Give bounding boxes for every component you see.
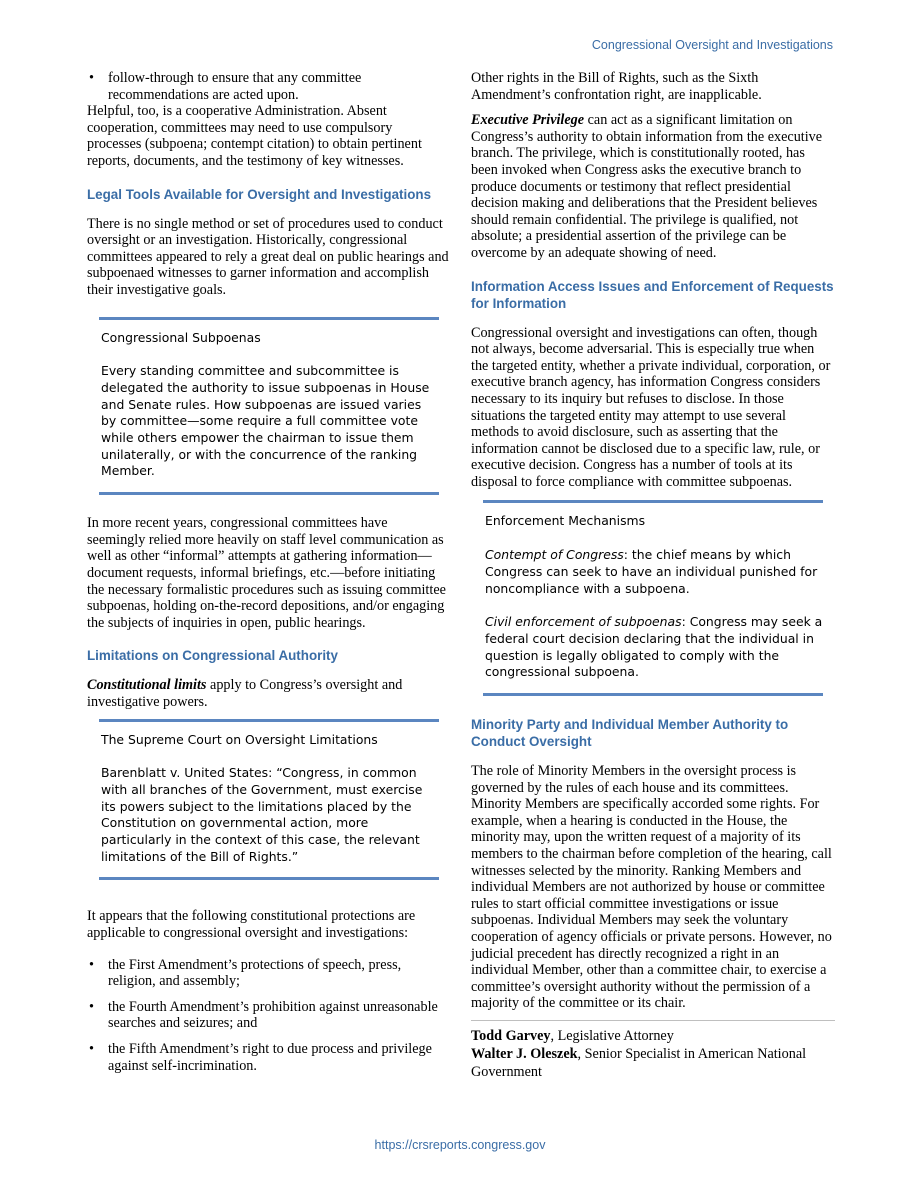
- left-column: [87, 70, 449, 1083]
- paragraph-recent-years: In more recent years, congressional committees have seemingly relied more heavily on staff level communication as well as other “informal” attempts at gathering information—document requests, informal briefings, etc.—before initiating the necessary formalistic procedures such as issuing committee subpoenas, holding on-the-record depositions, and/or engaging the subjects of inquiries in open, public hearings.: [87, 515, 446, 631]
- author-line: [471, 1045, 835, 1081]
- list-item: • follow-through to ensure that any committee recommendations are acted upon.: [87, 70, 449, 103]
- paragraph-minority-members: The role of Minority Members in the oversight process is governed by the rules of each house and its committees. Minority Members are specifically accorded some rights. For example, when a hearing is conducted in the House, the minority may, upon the written request of a majority of its members to the chairman before completion of the hearing, call witnesses selected by the minority. Ranking Members and individual Members are not authorized by house or committee rules to start official committee investigations or issue subpoenas. Individual Members may seek the voluntary cooperation of agency officials or private persons. However, no judicial precedent has directly recognized a right in an individual Member, other than a committee chair, to exercise a committee’s oversight authority without the permission of a majority of the committee or its chair.: [471, 763, 832, 1012]
- sidebar-title: Congressional Subpoenas: [101, 329, 261, 345]
- list-item: • the Fifth Amendment’s right to due process and privilege against self-incrimination.: [87, 1041, 449, 1074]
- recommendations-list: [87, 70, 449, 103]
- term-contempt: Contempt of Congress: [485, 547, 624, 563]
- term-executive-privilege: Executive Privilege: [471, 112, 585, 129]
- author-line: [471, 1027, 835, 1045]
- author-title: , Senior Specialist in American National Government: [471, 1046, 807, 1080]
- contempt-text: : the chief means by which Congress can seek to have an individual punished for noncompliance with a subpoena.: [485, 547, 818, 596]
- civil-enforcement-text: : Congress may seek a federal court decision declaring that the individual in question is legally obligated to comply with the congressional subpoena.: [485, 614, 823, 680]
- paragraph-protections-intro: It appears that the following constitutional protections are applicable to congressional oversight and investigations:: [87, 908, 416, 942]
- sidebar-title: The Supreme Court on Oversight Limitations: [101, 731, 378, 747]
- heading-minority-party: Minority Party and Individual Member Authority to Conduct Oversight: [471, 717, 789, 750]
- constitutional-limits-text: apply to Congress’s oversight and investigative powers.: [87, 677, 403, 710]
- heading-information-access: Information Access Issues and Enforcement of Requests for Information: [471, 278, 834, 311]
- list-item: • the First Amendment’s protections of speech, press, religion, and assembly;: [87, 957, 449, 990]
- sidebar-title: Enforcement Mechanisms: [485, 513, 646, 529]
- executive-privilege-text: can act as a significant limitation on Congress’s authority to obtain information from the executive branch. The privilege, which is constitutionally rooted, has been invoked when Congress asks the executive branch to produce documents or testimony that reflect presidential decision making and deliberations that the President believes should remain confidential. The privilege is qualified, not absolute; a presidential assertion of the privilege can be overcome by an adequate showing of need.: [471, 112, 823, 261]
- heading-legal-tools: Legal Tools Available for Oversight and Investigations: [87, 186, 432, 202]
- author-title: , Legislative Attorney: [550, 1028, 674, 1044]
- enforcement-item-civil: [485, 614, 823, 681]
- sidebar-enforcement-mechanisms: [483, 500, 823, 696]
- author-name: Walter J. Oleszek: [471, 1046, 578, 1062]
- term-civil-enforcement: Civil enforcement of subpoenas: [485, 614, 682, 630]
- sidebar-body: Barenblatt v. United States: “Congress, in common with all branches of the Government, must exercise its powers subject to the limitations placed by the Constitution on governmental action, more particularly in the context of this case, the relevant limitations of the Bill of Rights.”: [101, 765, 423, 864]
- paragraph-other-rights: Other rights in the Bill of Rights, such as the Sixth Amendment’s confrontation right, are inapplicable.: [471, 70, 762, 103]
- enforcement-item-contempt: [485, 547, 823, 597]
- paragraph-no-single-method: There is no single method or set of procedures used to conduct oversight or an investigation. Historically, congressional committees appeared to rely a great deal on public hearings and subpoenaed witnesses to garner information and accomplish their investigative goals.: [87, 215, 449, 298]
- paragraph-adversarial: Congressional oversight and investigations can often, though not always, become adversarial. This is especially true when the targeted entity, whether a private individual, corporation, or executive branch agency, has information Congress considers necessary to its inquiry but refuses to disclose. In those situations the targeted entity may attempt to use several methods to avoid disclosure, such as asserting that the information cannot be disclosed due to a specific law, rule, or executive decision. Congress has a number of tools at its disposal to force compliance with committee subpoenas.: [471, 324, 831, 490]
- paragraph-cooperative-administration: Helpful, too, is a cooperative Administration. Absent cooperation, committees may need to use compulsory processes (subpoena; contempt citation) to obtain pertinent reports, documents, and the testimony of key witnesses.: [87, 103, 422, 169]
- paragraph-constitutional-limits: [87, 677, 449, 710]
- running-header: Congressional Oversight and Investigations: [591, 38, 833, 52]
- author-divider: [471, 1020, 835, 1021]
- author-name: Todd Garvey: [471, 1028, 551, 1044]
- term-constitutional-limits: Constitutional limits: [87, 677, 207, 694]
- list-item: • the Fourth Amendment’s prohibition against unreasonable searches and seizures; and: [87, 999, 449, 1032]
- footer-url: https://crsreports.congress.gov: [374, 1138, 546, 1152]
- protections-list: [87, 957, 449, 1075]
- paragraph-executive-privilege: [471, 112, 835, 261]
- sidebar-body: Every standing committee and subcommittee is delegated the authority to issue subpoenas in House and Senate rules. How subpoenas are issued varies by committee—some require a full committee vote while others empower the chairman to issue them unilaterally, or with the concurrence of the ranking Member.: [101, 363, 430, 479]
- sidebar-supreme-court: [99, 719, 439, 881]
- right-column: [471, 70, 835, 1081]
- heading-limitations: Limitations on Congressional Authority: [87, 648, 338, 664]
- sidebar-congressional-subpoenas: [99, 317, 439, 496]
